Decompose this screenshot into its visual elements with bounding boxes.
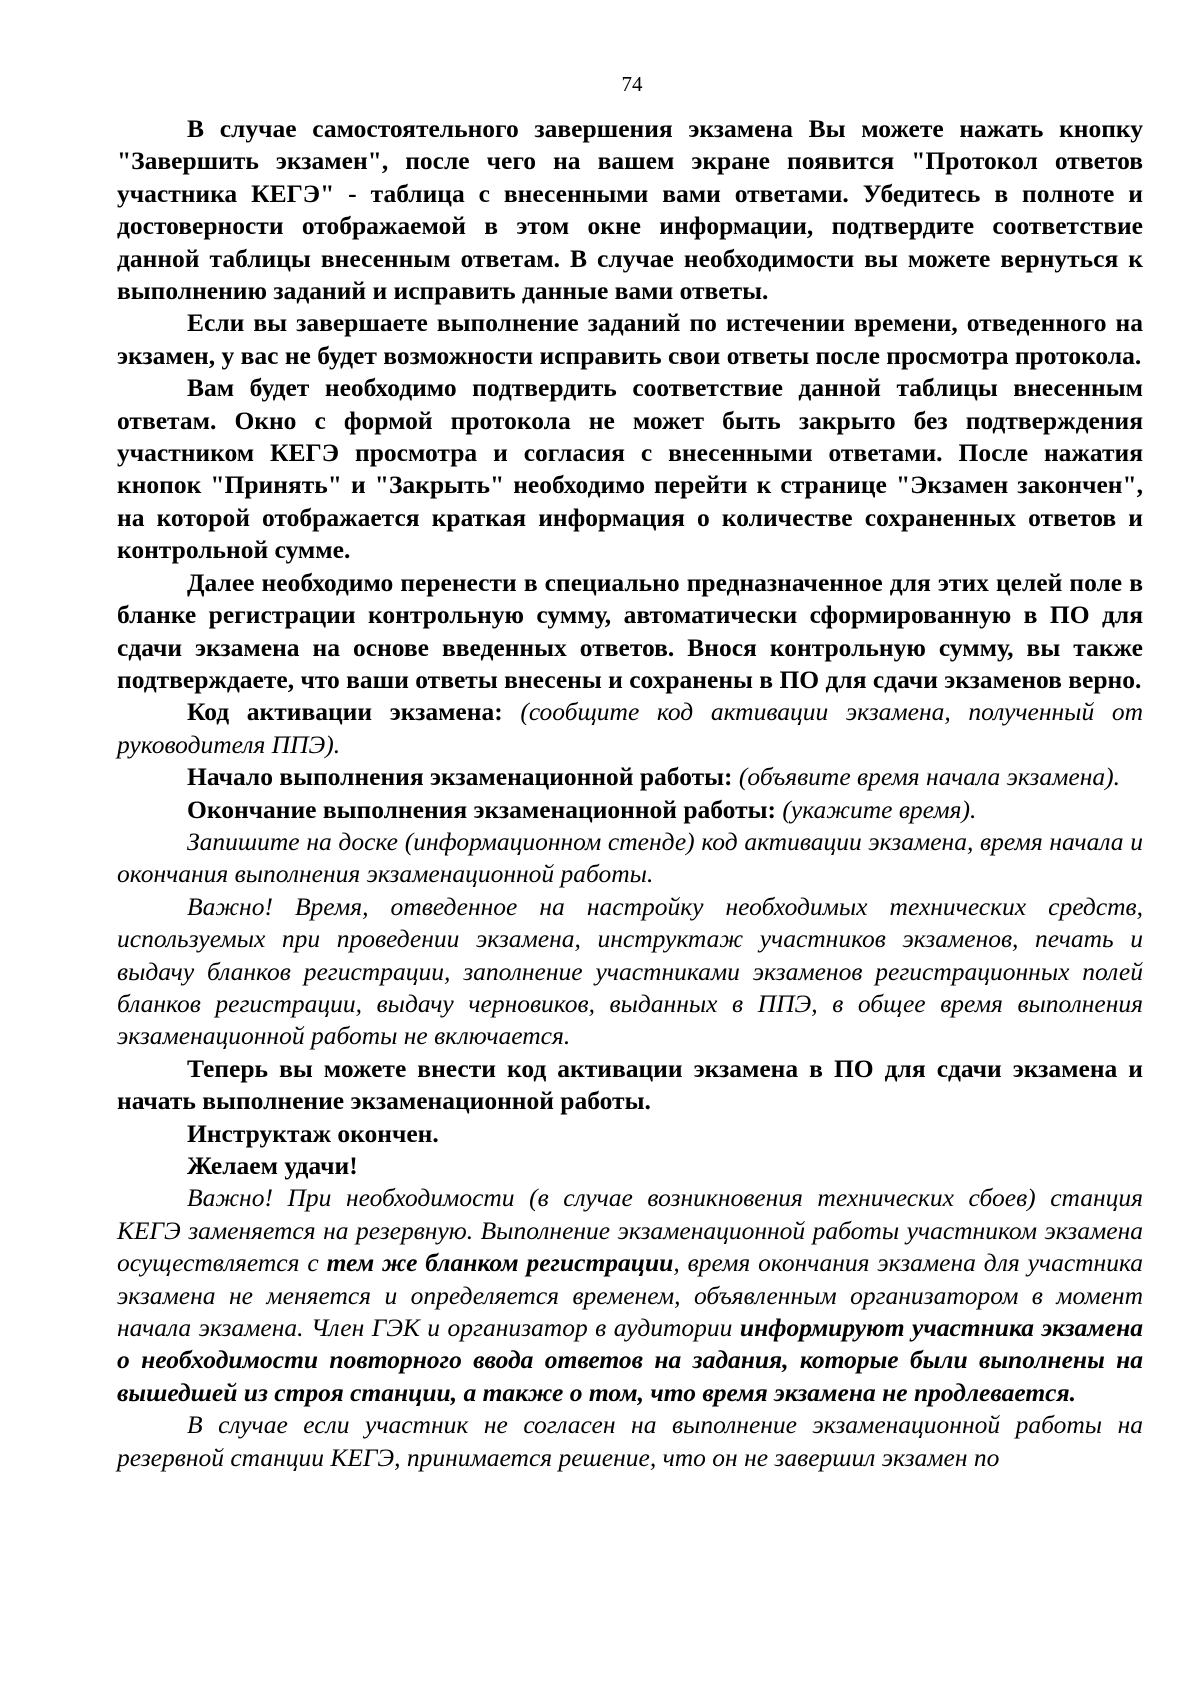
paragraph-reserve-station	[117, 1182, 1143, 1409]
paragraph-enter-code: Теперь вы можете внести код активации экзамена в ПО для сдачи экзамена и начать выполнение экзаменационной работы.	[117, 1053, 1143, 1116]
page-number: 74	[621, 72, 643, 96]
paragraph-checksum: Далее необходимо перенести в специально предназначенное для этих целей поле в бланке регистрации контрольную сумму, автоматически сформированную в ПО для сдачи экзамена на основе введенных ответов. Внося контрольную сумму, вы также подтверждаете, что ваши ответы внесены и сохранены в ПО для сдачи экзаменов верно.	[117, 567, 1143, 694]
paragraph-start-time	[117, 761, 1143, 793]
paragraph-confirm-protocol: Вам будет необходимо подтвердить соответствие данной таблицы внесенным ответам. Окно с формой протокола не может быть закрыто без подтверждения участником КЕГЭ просмотра и согласия с внесенными ответами. После нажатия кнопок "Принять" и "Закрыть" необходимо перейти к странице "Экзамен закончен", на которой отображается краткая информация о количестве сохраненных ответов и контрольной сумме.	[117, 373, 1143, 565]
start-time-note: (объявите время начала экзамена).	[738, 762, 1120, 792]
end-time-label: Окончание выполнения экзаменационной работы:	[187, 794, 777, 824]
paragraph-refusal: В случае если участник не согласен на выполнение экзаменационной работы на резервной станции КЕГЭ, принимается решение, что он не завершил экзамен по	[117, 1410, 1143, 1472]
paragraph-good-luck: Желаем удачи!	[187, 1151, 358, 1180]
paragraph-end-time	[117, 794, 1143, 826]
paragraph-briefing-over: Инструктаж окончен.	[187, 1118, 439, 1148]
reserve-text-c: , время окончания экзамена для участника экзамена не меняется и определяется временем, объявленным организатором в момент начала экзамена. Член ГЭК и организатор в аудитории	[117, 1248, 1143, 1343]
paragraph-write-on-board: Запишите на доске (информационном стенде) код активации экзамена, время начала и окончания выполнения экзаменационной работы.	[117, 826, 1143, 889]
paragraph-activation-code	[117, 696, 1143, 761]
reserve-text-d: информируют участника экзамена о необходимости повторного ввода ответов на задания, которые были выполнены на вышедшей из строя станции, а также о том, что время экзамена не продлевается.	[117, 1313, 1144, 1407]
paragraph-finish-exam: В случае самостоятельного завершения экзамена Вы можете нажать кнопку "Завершить экзамен", после чего на вашем экране появится "Протокол ответов участника КЕГЭ" - таблица с внесенными вами ответами. Убедитесь в полноте и достоверности отображаемой в этом окне информации, подтвердите соответствие данной таблицы внесенным ответам. В случае необходимости вы можете вернуться к выполнению заданий и исправить данные вами ответы.	[117, 114, 1143, 306]
activation-code-note: (сообщите код активации экзамена, полученный от руководителя ППЭ).	[117, 697, 1144, 759]
reserve-text-b: тем же бланком регистрации	[326, 1248, 674, 1278]
reserve-text-a: Важно! При необходимости (в случае возникновения технических сбоев) станция КЕГЭ заменяется на резервную. Выполнение экзаменационной работы участником экзамена осуществляется с	[117, 1183, 1143, 1278]
start-time-label: Начало выполнения экзаменационной работы:	[187, 762, 733, 792]
end-time-note: (укажите время).	[782, 794, 977, 824]
page-body	[117, 113, 1143, 1474]
paragraph-time-expiry: Если вы завершаете выполнение заданий по истечении времени, отведенного на экзамен, у вас не будет возможности исправить свои ответы после просмотра протокола.	[117, 308, 1143, 370]
paragraph-important-time: Важно! Время, отведенное на настройку необходимых технических средств, используемых при проведении экзамена, инструктаж участников экзаменов, печать и выдачу бланков регистрации, заполнение участниками экзаменов регистрационных полей бланков регистрации, выдачу черновиков, выданных в ППЭ, в общее время выполнения экзаменационной работы не включается.	[117, 891, 1143, 1051]
activation-code-label: Код активации экзамена:	[187, 697, 503, 727]
